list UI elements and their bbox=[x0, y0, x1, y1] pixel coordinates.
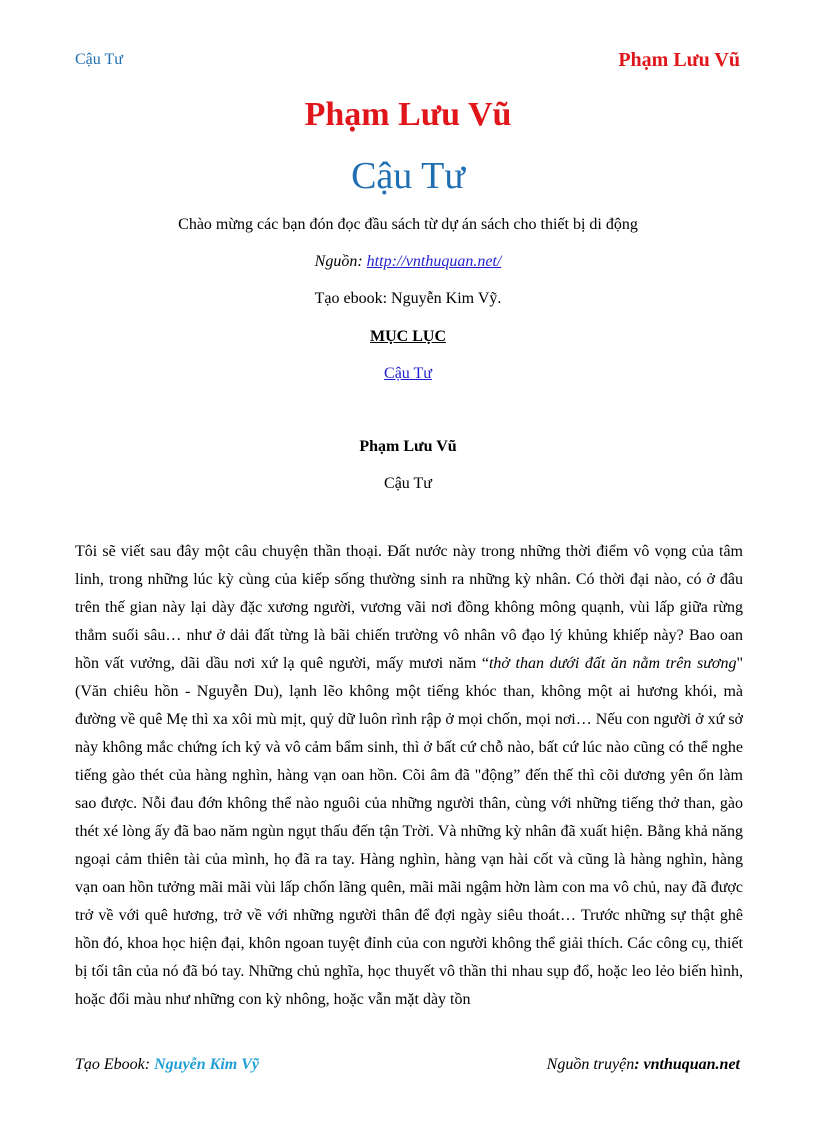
body-text-quote: thở than dưới đất ăn nằm trên sương bbox=[488, 655, 737, 672]
running-header-book-title: Cậu Tư bbox=[75, 51, 123, 68]
footer-source-site: vnthuquan.net bbox=[643, 1056, 740, 1073]
running-header-author: Phạm Lưu Vũ bbox=[618, 49, 740, 71]
chapter-author: Phạm Lưu Vũ bbox=[359, 438, 457, 455]
book-author-title: Phạm Lưu Vũ bbox=[304, 96, 512, 133]
book-title: Cậu Tư bbox=[351, 155, 465, 197]
source-line bbox=[0, 253, 816, 271]
welcome-line: Chào mừng các bạn đón đọc đầu sách từ dự án sách cho thiết bị di động bbox=[178, 216, 638, 233]
source-link[interactable]: http://vnthuquan.net/ bbox=[366, 253, 502, 270]
toc-list bbox=[0, 365, 816, 383]
ebook-credit-line: Tạo ebook: Nguyễn Kim Vỹ. bbox=[314, 290, 502, 307]
toc-heading: MỤC LỤC bbox=[370, 328, 446, 345]
footer-source bbox=[547, 1056, 740, 1074]
chapter-title: Cậu Tư bbox=[384, 475, 432, 492]
footer-ebook-label: Tạo Ebook bbox=[75, 1056, 145, 1073]
body-text-part2: " (Văn chiêu hồn - Nguyễn Du), lạnh lẽo không một tiếng khóc than, không một ai hương khói, mà đường về quê Mẹ thì xa xôi mù mịt, quỷ dữ luôn rình rập ở mọi chốn, mọi nơi… Nếu con người ở xứ sở này không mắc chứng ích kỷ và vô cảm bẩm sinh, thì ở bất cứ chỗ nào, bất cứ lúc nào cũng có thể nghe tiếng gào thét của hàng nghìn, hàng vạn oan hồn. Cõi âm đã "động” đến thế thì cõi dương yên ổn làm sao được. Nỗi đau đớn không thể nào nguôi của những người thân, cùng với những tiếng thở than, gào thét xé lòng ấy đã bao năm ngùn ngụt thấu đến tận Trời. Và những kỳ nhân đã xuất hiện. Bằng khả năng ngoại cảm thiên tài của mình, họ đã ra tay. Hàng nghìn, hàng vạn hài cốt và cũng là hàng nghìn, hàng vạn oan hồn tưởng mãi mãi vùi lấp chốn lãng quên, mãi mãi ngậm hờn làm con ma vô chủ, nay đã được trở về với quê hương, trở về với những người thân để đợi ngày siêu thoát… Trước những sự thật ghê hồn đó, khoa học hiện đại, khôn ngoan tuyệt đỉnh của con người không thể giải thích. Các công cụ, thiết bị tối tân của nó đã bó tay. Những chủ nghĩa, học thuyết vô thần thi nhau sụp đổ, hoặc leo lẻo biến hình, hoặc đổi màu như những con kỳ nhông, hoặc vẫn mặt dày tồn bbox=[75, 655, 744, 1008]
footer-ebook-name: Nguyễn Kim Vỹ bbox=[154, 1056, 259, 1073]
footer-ebook-sep: : bbox=[144, 1056, 155, 1073]
chapter-body-paragraph bbox=[75, 538, 743, 1014]
footer-source-sep: : bbox=[634, 1056, 644, 1073]
body-text-part1: Tôi sẽ viết sau đây một câu chuyện thần thoại. Đất nước này trong những thời điểm vô vọng của tâm linh, trong những lúc kỳ cùng của kiếp sống thường sinh ra những kỳ nhân. Có thời đại nào, có ở đâu trên thế gian này lại dày đặc xương người, vương vãi nơi đồng không mông quạnh, vùi lấp giữa rừng thẳm suối sâu… như ở dải đất từng là bãi chiến trường vô nhân vô đạo lý khủng khiếp này? Bao oan hồn vất vưởng, dãi dầu nơi xứ lạ quê người, mấy mươi năm “ bbox=[75, 543, 743, 672]
footer-source-label: Nguồn truyện bbox=[546, 1056, 635, 1073]
source-label: Nguồn: bbox=[314, 253, 367, 270]
footer-ebook-credit bbox=[75, 1056, 259, 1074]
toc-item-link[interactable]: Cậu Tư bbox=[384, 365, 432, 382]
